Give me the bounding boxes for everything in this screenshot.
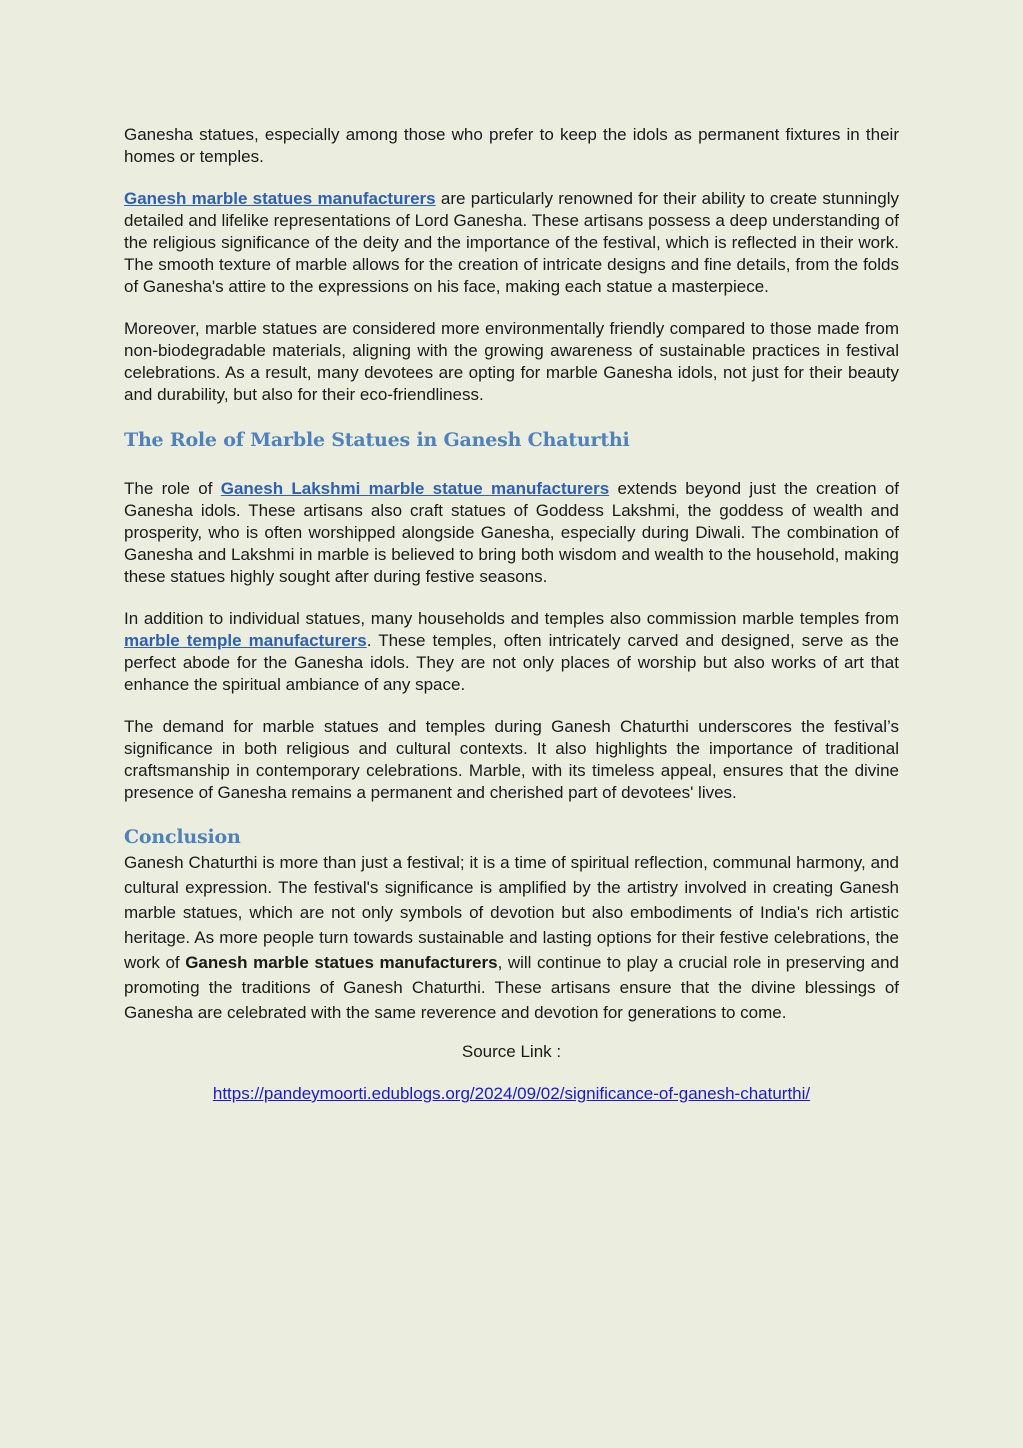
paragraph-environment: Moreover, marble statues are considered more environmentally friendly compared to those made from non-biodegradable materials, aligning with the growing awareness of sustainable practices in festival celebrations. As a result, many devotees are opting for marble Ganesha idols, not just for their beauty and durability, but also for their eco-friendliness. [124,319,899,404]
link-ganesh-marble-statues-manufacturers[interactable]: Ganesh marble statues manufacturers [124,189,436,208]
paragraph-lakshmi-manufacturers [124,478,899,588]
source-link-label: Source Link : [461,1042,562,1061]
link-marble-temple-manufacturers[interactable]: marble temple manufacturers [124,631,367,650]
paragraph-text: , will continue to play a crucial role in preserving and promoting the traditions of Ganesh Chaturthi. These artisans ensure that the divine blessings of Ganesha are celebrated with the same reverence and devotion for generations to come. [124,953,899,1022]
paragraph-demand: The demand for marble statues and temples during Ganesh Chaturthi underscores the festival’s significance in both religious and cultural contexts. It also highlights the importance of traditional craftsmanship in contemporary celebrations. Marble, with its timeless appeal, ensures that the divine presence of Ganesha remains a permanent and cherished part of devotees' lives. [124,717,899,802]
document-page [124,124,899,1105]
paragraph-text: . These temples, often intricately carved and designed, serve as the perfect abode for the Ganesha idols. They are not only places of worship but also works of art that enhance the spiritual ambiance of any space. [124,631,899,694]
source-url-link[interactable]: https://pandeymoorti.edublogs.org/2024/09/02/significance-of-ganesh-chaturthi/ [212,1084,811,1103]
paragraph-text: extends beyond just the creation of Ganesha idols. These artisans also craft statues of Goddess Lakshmi, the goddess of wealth and prosperity, who is often worshipped alongside Ganesha, especially during Diwali. The combination of Ganesha and Lakshmi in marble is believed to bring both wisdom and wealth to the household, making these statues highly sought after during festive seasons. [124,479,899,586]
paragraph-text: In addition to individual statues, many households and temples also commission marble temples from [124,609,899,628]
heading-conclusion: Conclusion [124,826,241,848]
paragraph-marble-temples [124,608,899,696]
paragraph-intro-continuation: Ganesha statues, especially among those who prefer to keep the idols as permanent fixtures in their homes or temples. [124,125,899,166]
link-ganesh-lakshmi-marble-statue-manufacturers[interactable]: Ganesh Lakshmi marble statue manufacturers [220,479,610,498]
paragraph-text: are particularly renowned for their ability to create stunningly detailed and lifelike representations of Lord Ganesha. These artisans possess a deep understanding of the religious significance of the deity and the importance of the festival, which is reflected in their work. The smooth texture of marble allows for the creation of intricate designs and fine details, from the folds of Ganesha's attire to the expressions on his face, making each statue a masterpiece. [124,189,899,296]
paragraph-marble-manufacturers [124,188,899,298]
paragraph-text: Ganesh Chaturthi is more than just a festival; it is a time of spiritual reflection, communal harmony, and cultural expression. The festival's significance is amplified by the artistry involved in creating Ganesh marble statues, which are not only symbols of devotion but also embodiments of India's rich artistic heritage. As more people turn towards sustainable and lasting options for their festive celebrations, the work of [124,853,899,972]
paragraph-text: The role of [124,479,221,498]
paragraph-conclusion [124,850,899,1025]
source-url-line [124,1083,899,1105]
heading-role-of-marble-statues: The Role of Marble Statues in Ganesh Chaturthi [124,429,630,451]
bold-manufacturers: Ganesh marble statues manufacturers [185,953,498,972]
